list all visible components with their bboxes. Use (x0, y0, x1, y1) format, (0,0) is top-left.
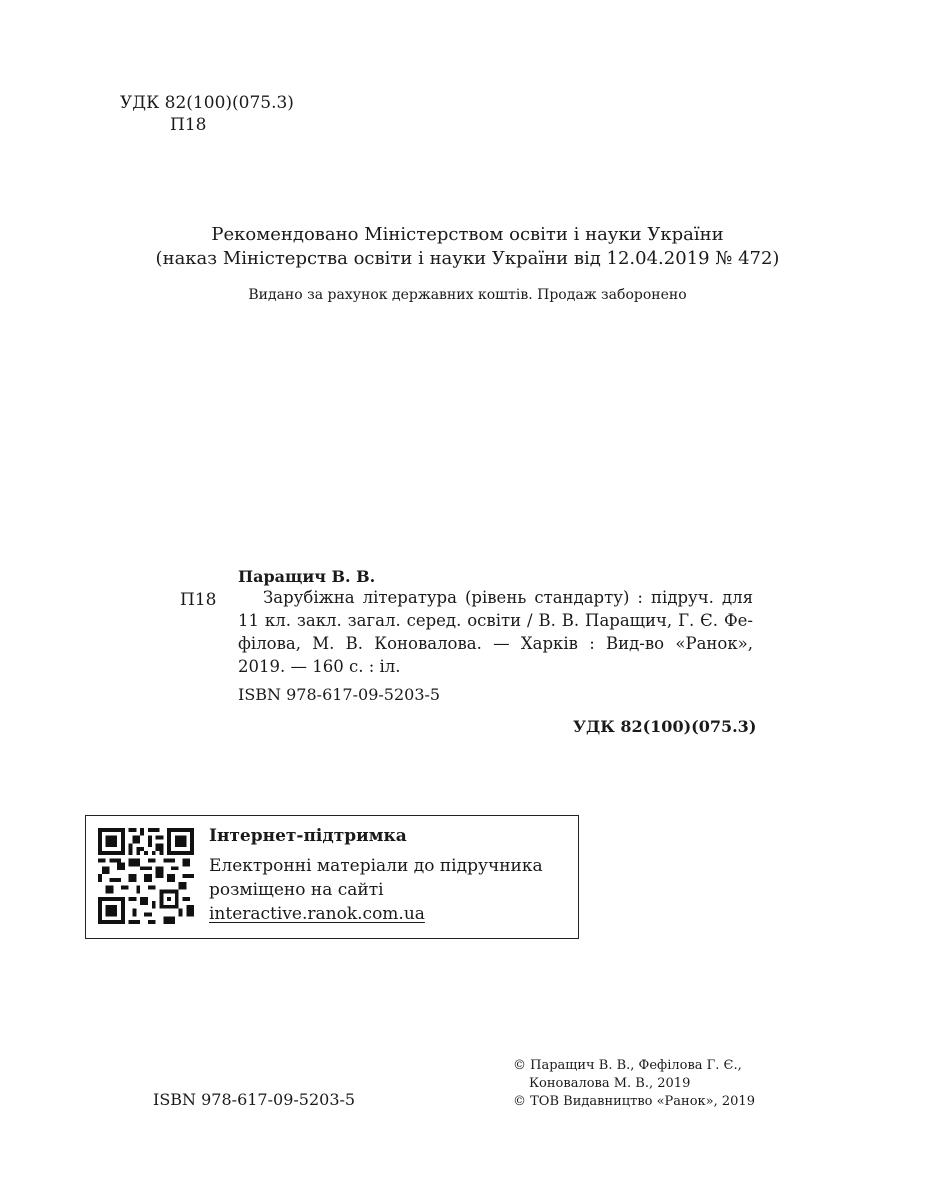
support-text-line-2: розміщено на сайті (209, 880, 384, 900)
catalog-description-line: філова, М. В. Коновалова. — Харків : Вид-во «Ранок», (238, 634, 753, 653)
udk-header-index: П18 (170, 115, 207, 135)
udk-header-label: УДК 82(100)(075.3) (120, 93, 294, 113)
udk-header (120, 92, 294, 136)
funding-note: Видано за рахунок державних коштів. Продаж заборонено (248, 287, 687, 303)
support-text (209, 854, 543, 926)
catalog-isbn: ISBN 978-617-09-5203-5 (238, 685, 441, 704)
catalog-index-code: П18 (180, 590, 217, 610)
catalog-author: Паращич В. В. (238, 567, 376, 586)
catalog-description-line: Зарубіжна література (рівень стандарту) : підруч. для (263, 588, 753, 607)
support-link[interactable]: interactive.ranok.com.ua (209, 904, 425, 924)
internet-support-box (85, 815, 579, 939)
copyright-line-1: © Паращич В. В., Фефілова Г. Є., (513, 1058, 742, 1073)
recommendation-line-1: Рекомендовано Міністерством освіти і науки України (211, 224, 724, 245)
support-text-line-1: Електронні матеріали до підручника (209, 856, 543, 876)
qr-code-icon[interactable] (98, 828, 194, 924)
copyright-block (513, 1057, 755, 1111)
catalog-description (238, 586, 753, 678)
footer-isbn: ISBN 978-617-09-5203-5 (153, 1090, 356, 1109)
recommendation-line-2: (наказ Міністерства освіти і науки України від 12.04.2019 № 472) (155, 248, 780, 269)
catalog-udk: УДК 82(100)(075.3) (573, 717, 757, 736)
copyright-line-3: © ТОВ Видавництво «Ранок», 2019 (513, 1094, 755, 1109)
support-title: Інтернет-підтримка (209, 826, 407, 846)
catalog-description-line: 11 кл. закл. загал. серед. освіти / В. В. Паращич, Г. Є. Фе- (238, 611, 753, 630)
copyright-line-2: Коновалова М. В., 2019 (529, 1076, 691, 1091)
catalog-description-line: 2019. — 160 с. : іл. (238, 657, 401, 676)
